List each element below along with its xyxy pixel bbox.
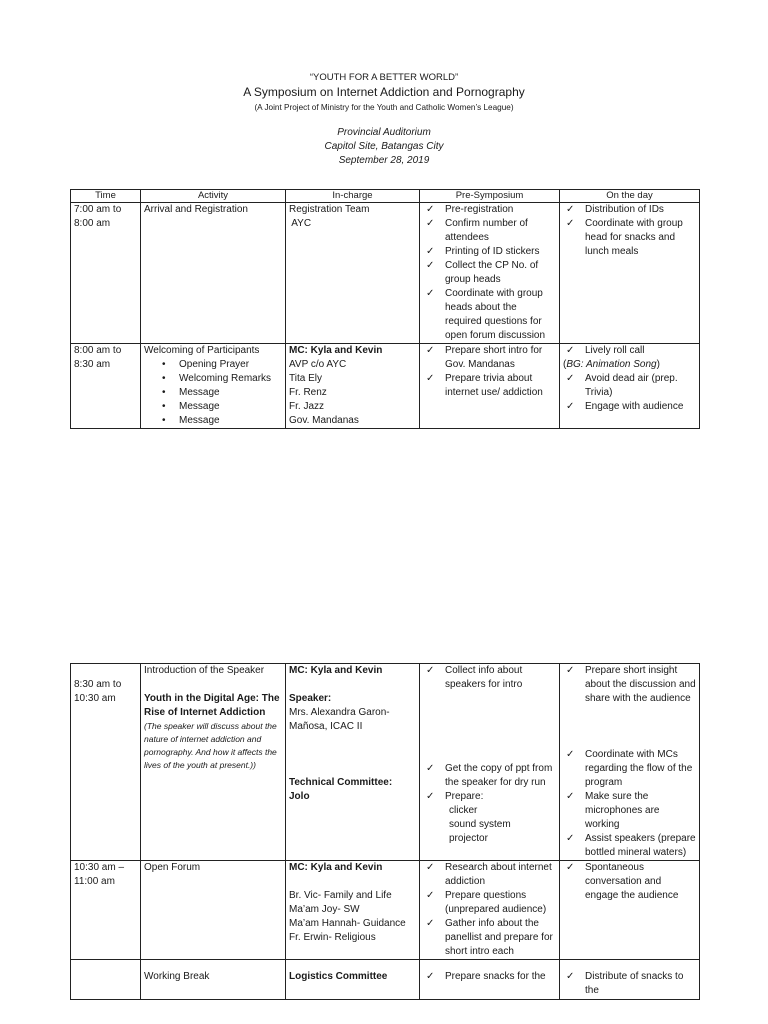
task-item: ✓ Prepare: clicker sound system projector — [423, 790, 556, 846]
speaker-name: Mrs. Alexandra Garon-Mañosa, ICAC II — [289, 707, 390, 732]
check-icon: ✓ — [426, 890, 435, 901]
on-the-day-cell — [560, 664, 700, 861]
event-date: September 28, 2019 — [338, 155, 430, 166]
panelist-line: Br. Vic- Family and Life — [289, 890, 392, 901]
check-icon: ✓ — [426, 791, 435, 802]
venue-address: Capitol Site, Batangas City — [324, 141, 444, 152]
technical-committee-name: Jolo — [289, 791, 310, 802]
table-row — [71, 664, 700, 861]
bullet-icon: • — [162, 359, 166, 370]
mc-label: MC: Kyla and Kevin — [289, 345, 383, 356]
task-item: ✓ Collect info about speakers for intro — [426, 665, 523, 690]
in-charge-cell: Logistics Committee — [286, 960, 420, 1000]
check-icon: ✓ — [426, 218, 435, 229]
activity-intro: Introduction of the Speaker — [144, 665, 265, 676]
schedule-table-page1 — [70, 189, 700, 429]
task-item: ✓ Spontaneous conversation and engage the audience — [566, 862, 679, 901]
task-item: ✓ Prepare trivia about internet use/ addiction — [426, 373, 543, 398]
time-cell: 8:00 am to 8:30 am — [71, 344, 141, 429]
pre-symposium-cell — [420, 960, 560, 1000]
on-the-day-cell — [560, 861, 700, 960]
program-item: • Opening Prayer — [162, 359, 250, 370]
check-icon: ✓ — [566, 749, 575, 760]
check-icon: ✓ — [426, 373, 435, 384]
panelist-line: Fr. Erwin- Religious — [289, 932, 376, 943]
bullet-icon: • — [162, 415, 166, 426]
task-item: ✓ Confirm number of attendees — [426, 218, 528, 243]
task-item: ✓ Prepare short intro for Gov. Mandanas — [426, 345, 543, 370]
talk-title: Youth in the Digital Age: The Rise of Internet Addiction — [144, 693, 280, 718]
task-item: ✓ Engage with audience — [566, 401, 684, 412]
in-charge-cell — [286, 203, 420, 344]
on-the-day-cell — [560, 960, 700, 1000]
pre-symposium-cell — [420, 203, 560, 344]
pre-symposium-cell — [420, 861, 560, 960]
check-icon: ✓ — [426, 204, 435, 215]
task-item: ✓ Research about internet addiction — [426, 862, 552, 887]
in-charge-line: Fr. Renz — [289, 387, 327, 398]
program-item: • Welcoming Remarks — [162, 373, 272, 384]
task-item: ✓ Assist speakers (prepare bottled mineral waters) — [566, 833, 696, 858]
activity-cell — [141, 344, 286, 429]
check-icon: ✓ — [566, 204, 575, 215]
task-item: ✓ Avoid dead air (prep. Trivia) — [566, 373, 678, 398]
speaker-label: Speaker: — [289, 693, 332, 704]
time-cell — [71, 960, 141, 1000]
task-item: ✓ Coordinate with group head for snacks and lunch meals — [566, 218, 683, 257]
table-row — [71, 203, 700, 344]
document-subtitle: (A Joint Project of Ministry for the Youth and Catholic Women’s League) — [254, 103, 514, 112]
panelist-line: Ma’am Joy- SW — [289, 904, 360, 915]
check-icon: ✓ — [426, 246, 435, 257]
task-item: ✓ Make sure the microphones are working — [566, 791, 660, 830]
task-item: ✓ Lively roll call — [566, 345, 645, 356]
activity-cell: Working Break — [141, 960, 286, 1000]
check-icon: ✓ — [426, 763, 435, 774]
on-the-day-cell — [560, 344, 700, 429]
in-charge-line: Gov. Mandanas — [289, 415, 359, 426]
talk-description: (The speaker will discuss about the nature of internet addiction and pornography. And how it affects the lives of the youth at present.)) — [144, 721, 277, 770]
task-item: ✓ Prepare questions (unprepared audience) — [426, 890, 547, 915]
check-icon: ✓ — [566, 862, 575, 873]
task-item: ✓ Distribution of IDs — [566, 204, 664, 215]
check-icon: ✓ — [566, 401, 575, 412]
task-item: ✓ Coordinate with group heads about the required questions for open forum discussion — [426, 288, 546, 341]
equipment-list: clicker sound system projector — [449, 805, 511, 844]
check-icon: ✓ — [426, 345, 435, 356]
activity-cell: Arrival and Registration — [141, 203, 286, 344]
task-item: ✓ Prepare short insight about the discussion and share with the audience — [566, 665, 696, 704]
panelist-line: Ma’am Hannah- Guidance — [289, 918, 406, 929]
pre-symposium-cell — [420, 344, 560, 429]
column-header-pre-symposium: Pre-Symposium — [420, 190, 560, 203]
pre-symposium-cell — [420, 664, 560, 861]
bullet-icon: • — [162, 373, 166, 384]
document-title: A Symposium on Internet Addiction and Pornography — [243, 85, 525, 99]
check-icon: ✓ — [566, 373, 575, 384]
background-music-note: (BG: Animation Song) — [563, 359, 660, 370]
check-icon: ✓ — [426, 862, 435, 873]
activity-cell: Open Forum — [141, 861, 286, 960]
time-cell: 10:30 am – 11:00 am — [71, 861, 141, 960]
check-icon: ✓ — [566, 971, 575, 982]
in-charge-line: AVP c/o AYC — [289, 359, 347, 370]
task-item: ✓ Pre-registration — [426, 204, 514, 215]
check-icon: ✓ — [566, 791, 575, 802]
table-row — [71, 861, 700, 960]
time-cell: 7:00 am to 8:00 am — [71, 203, 141, 344]
venue: Provincial Auditorium — [337, 127, 431, 138]
task-item: ✓ Get the copy of ppt from the speaker for dry run — [426, 763, 553, 788]
in-charge-line: AYC — [289, 218, 312, 229]
program-item: • Message — [162, 415, 220, 426]
check-icon: ✓ — [566, 218, 575, 229]
task-item: ✓ Distribute of snacks to the — [566, 971, 684, 996]
in-charge-line: Fr. Jazz — [289, 401, 325, 412]
time-cell: 8:30 am to 10:30 am — [71, 664, 141, 861]
on-the-day-cell — [560, 203, 700, 344]
task-item: ✓ Printing of ID stickers — [426, 246, 540, 257]
table-row — [71, 960, 700, 1000]
check-icon: ✓ — [426, 260, 435, 271]
in-charge-cell — [286, 664, 420, 861]
check-icon: ✓ — [426, 665, 435, 676]
column-header-on-the-day: On the day — [560, 190, 700, 203]
program-item: • Message — [162, 401, 220, 412]
bullet-icon: • — [162, 401, 166, 412]
in-charge-team: Registration Team — [289, 204, 370, 215]
activity-cell — [141, 664, 286, 861]
in-charge-cell — [286, 861, 420, 960]
bullet-icon: • — [162, 387, 166, 398]
mc-label: MC: Kyla and Kevin — [289, 665, 383, 676]
task-item: ✓ Coordinate with MCs regarding the flow of the program — [566, 749, 693, 788]
check-icon: ✓ — [426, 918, 435, 929]
task-item: ✓ Gather info about the panellist and prepare for short intro each — [426, 918, 553, 957]
table-row — [71, 344, 700, 429]
schedule-table-page2 — [70, 663, 700, 1000]
in-charge-line: Tita Ely — [289, 373, 322, 384]
activity-title: Welcoming of Participants — [144, 345, 260, 356]
check-icon: ✓ — [566, 665, 575, 676]
technical-committee-label: Technical Committee: — [289, 777, 393, 788]
mc-label: MC: Kyla and Kevin — [289, 862, 383, 873]
in-charge-cell — [286, 344, 420, 429]
column-header-time: Time — [71, 190, 141, 203]
column-header-in-charge: In-charge — [286, 190, 420, 203]
check-icon: ✓ — [426, 971, 435, 982]
task-item: ✓ Prepare snacks for the — [426, 971, 546, 982]
symposium-theme: “YOUTH FOR A BETTER WORLD” — [309, 72, 459, 83]
check-icon: ✓ — [566, 833, 575, 844]
check-icon: ✓ — [566, 345, 575, 356]
task-item: ✓ Collect the CP No. of group heads — [426, 260, 539, 285]
program-item: • Message — [162, 387, 220, 398]
table-header-row — [71, 190, 700, 203]
column-header-activity: Activity — [141, 190, 286, 203]
check-icon: ✓ — [426, 288, 435, 299]
